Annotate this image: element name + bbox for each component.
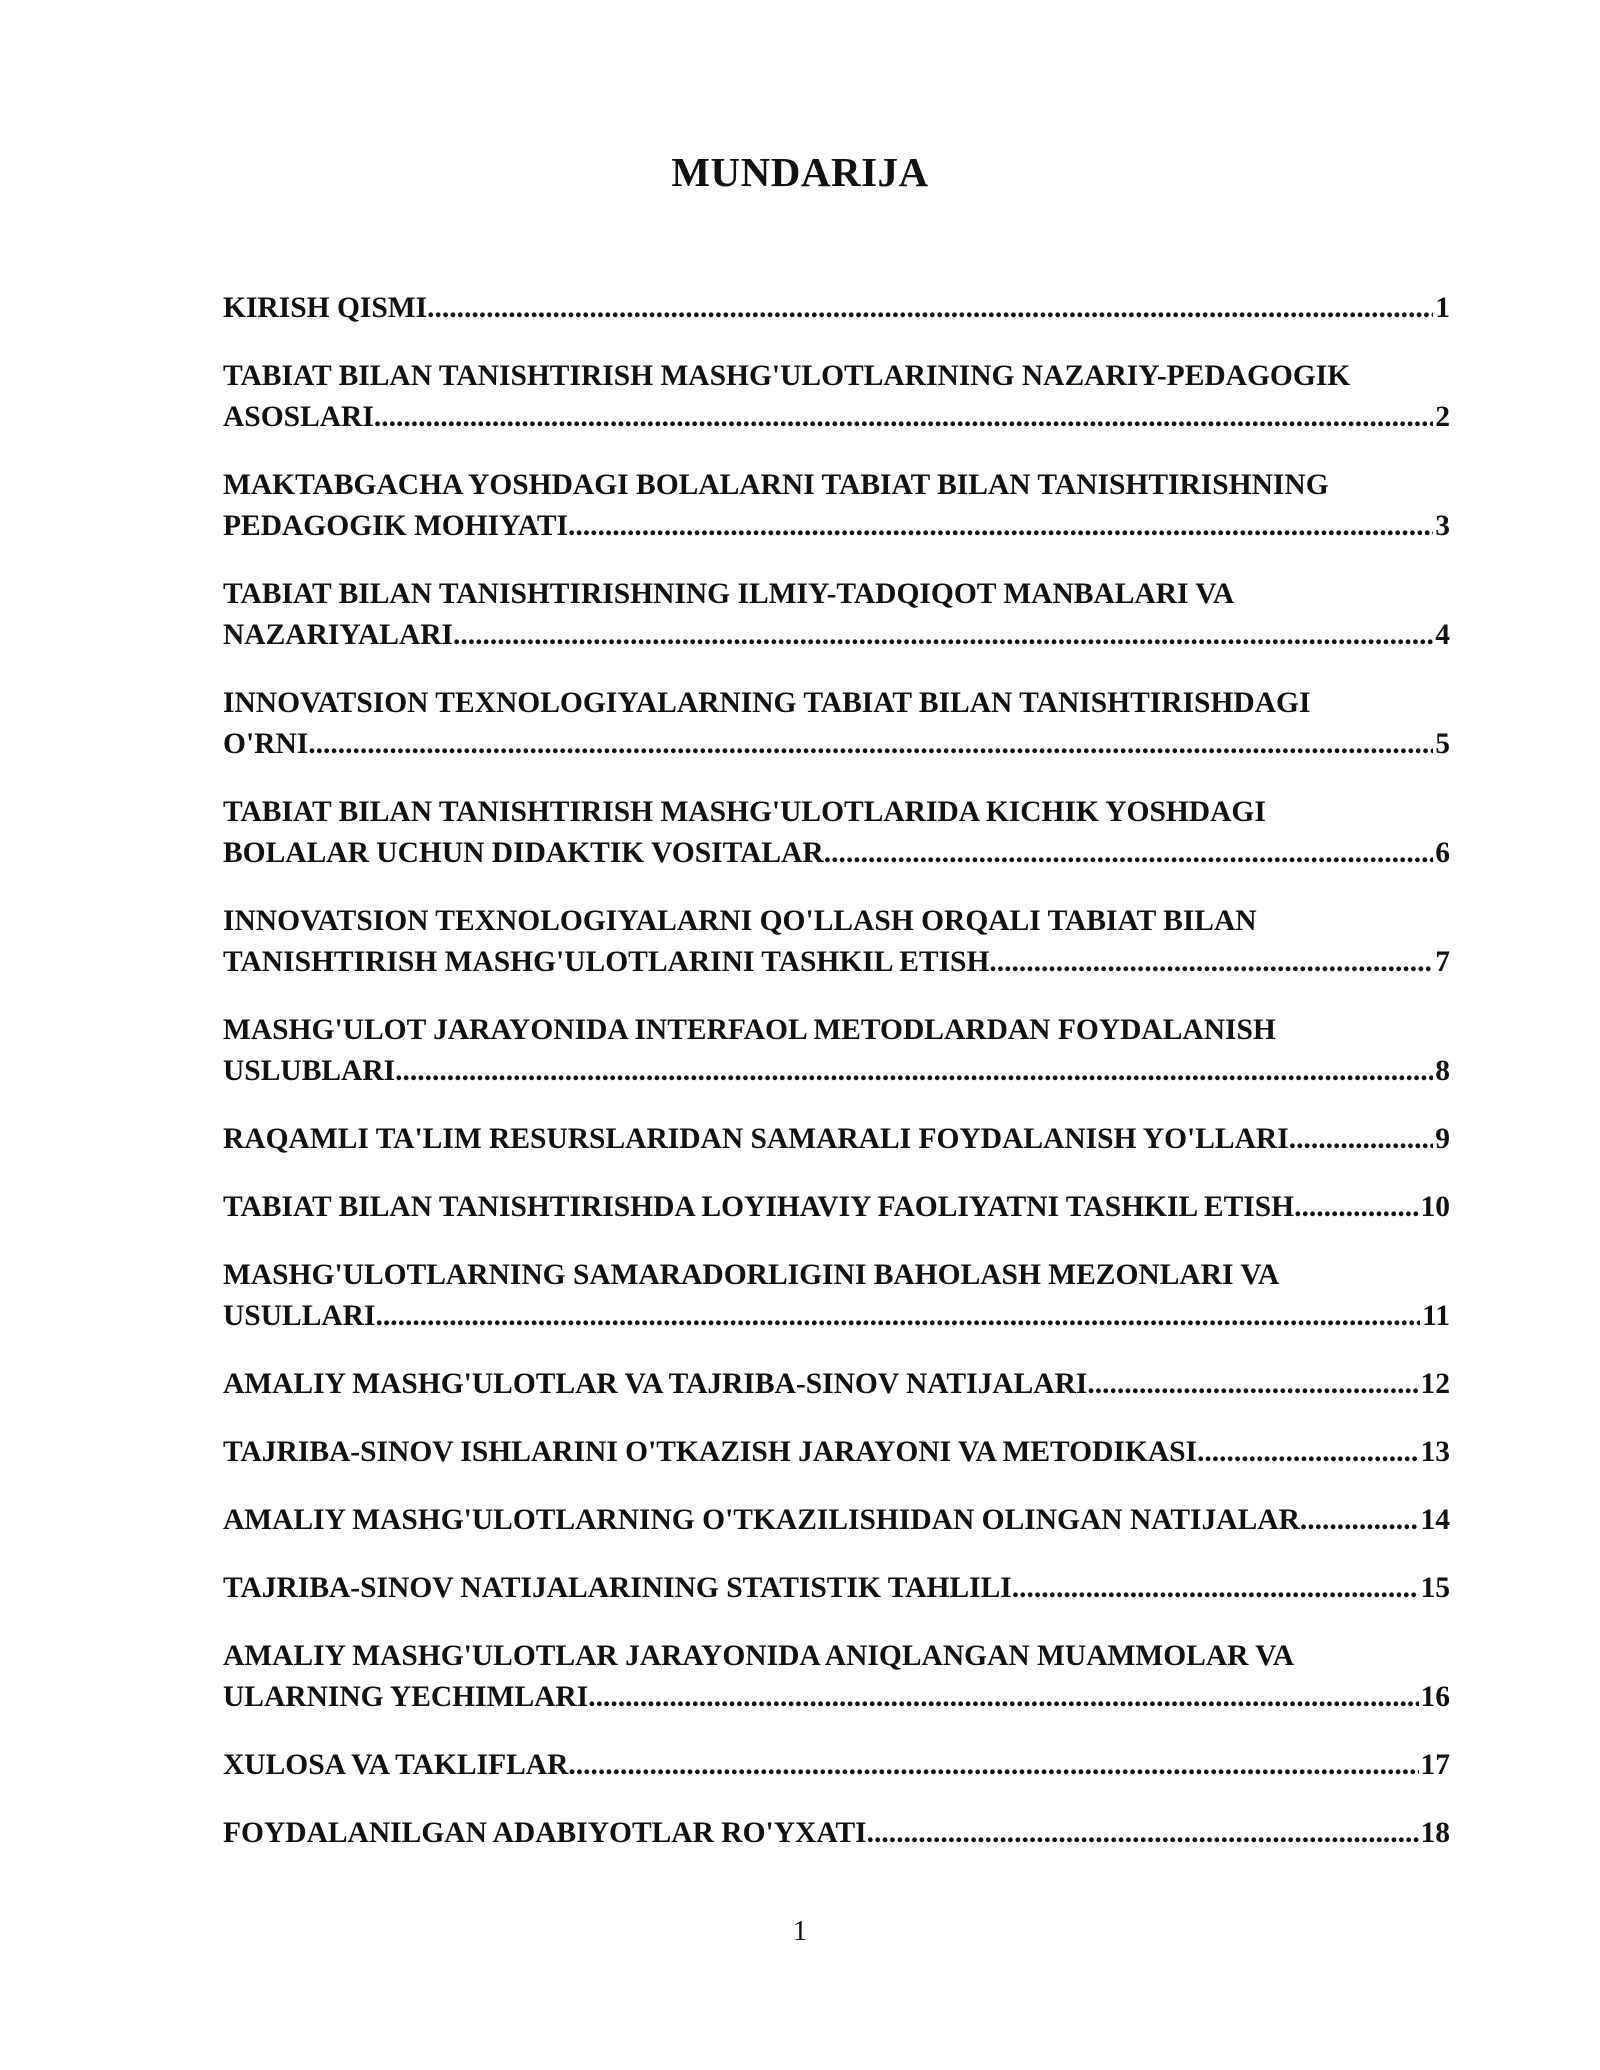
toc-entry[interactable] (223, 683, 1450, 765)
toc-page-number: 17 (1420, 1749, 1450, 1781)
toc-dot-leader (989, 942, 1433, 983)
toc-page-number: 8 (1435, 1055, 1450, 1087)
toc-entry-title: TAJRIBA-SINOV ISHLARINI O'TKAZISH JARAYONI VA METODIKASI (223, 1436, 1198, 1468)
toc-entry-title: USULLARI (223, 1300, 376, 1332)
toc-page-number: 1 (1435, 292, 1450, 324)
toc-entry[interactable] (223, 465, 1450, 547)
toc-entry-title: FOYDALANILGAN ADABIYOTLAR RO'YXATI (223, 1817, 867, 1849)
toc-entry-line (223, 1051, 1450, 1092)
toc-entry-title: BOLALAR UCHUN DIDAKTIK VOSITALAR (223, 837, 824, 869)
toc-entry-line (223, 724, 1450, 765)
toc-entry-line (223, 465, 1450, 506)
toc-entry[interactable] (223, 1568, 1450, 1609)
page-number: 1 (792, 1915, 808, 1947)
toc-page-number: 12 (1420, 1368, 1450, 1400)
toc-entry-line (223, 574, 1450, 615)
toc-dot-leader (588, 1677, 1418, 1718)
toc-entry[interactable] (223, 1813, 1450, 1854)
toc-dot-leader (375, 1296, 1420, 1337)
toc-page-number: 3 (1435, 510, 1450, 542)
toc-entry-title: AMALIY MASHG'ULOTLAR VA TAJRIBA-SINOV NATIJALARI (223, 1368, 1088, 1400)
toc-page-number: 2 (1435, 401, 1450, 433)
toc-entry-line (223, 1813, 1450, 1854)
toc-entry-line (223, 901, 1450, 942)
toc-entry-line (223, 1432, 1450, 1473)
toc-page-number: 16 (1420, 1681, 1450, 1713)
toc-entry-title: TABIAT BILAN TANISHTIRISHDA LOYIHAVIY FAOLIYATNI TASHKIL ETISH (223, 1191, 1295, 1223)
toc-entry-title: AMALIY MASHG'ULOTLAR JARAYONIDA ANIQLANGAN MUAMMOLAR VA (223, 1640, 1295, 1672)
toc-dot-leader (1087, 1364, 1418, 1405)
toc-entry-title: ASOSLARI (223, 401, 374, 433)
toc-entry-title: O'RNI (223, 728, 309, 760)
toc-entry-line (223, 356, 1450, 397)
toc-entry[interactable] (223, 574, 1450, 656)
toc-entry[interactable] (223, 901, 1450, 983)
toc-entry[interactable] (223, 1636, 1450, 1718)
toc-entry[interactable] (223, 1364, 1450, 1405)
toc-dot-leader (824, 833, 1434, 874)
toc-entry-title: PEDAGOGIK MOHIYATI (223, 510, 569, 542)
toc-entry[interactable] (223, 1187, 1450, 1228)
toc-page-number: 9 (1435, 1123, 1450, 1155)
toc-dot-leader (1289, 1119, 1434, 1160)
toc-entry-line (223, 792, 1450, 833)
toc-page-number: 13 (1420, 1436, 1450, 1468)
toc-entry-title: TABIAT BILAN TANISHTIRISH MASHG'ULOTLARINING NAZARIY-PEDAGOGIK (223, 360, 1351, 392)
toc-dot-leader (427, 288, 1433, 329)
toc-entry[interactable] (223, 1255, 1450, 1337)
toc-entry[interactable] (223, 1745, 1450, 1786)
toc-entry[interactable] (223, 288, 1450, 329)
toc-entry-line (223, 1500, 1450, 1541)
toc-entry-line (223, 1745, 1450, 1786)
toc-dot-leader (568, 1745, 1418, 1786)
toc-entry-line (223, 397, 1450, 438)
toc-entry-title: USLUBLARI (223, 1055, 396, 1087)
toc-entry-line (223, 1187, 1450, 1228)
toc-entry-title: TABIAT BILAN TANISHTIRISHNING ILMIY-TADQIQOT MANBALARI VA (223, 578, 1235, 610)
toc-entry[interactable] (223, 1010, 1450, 1092)
toc-entry[interactable] (223, 356, 1450, 438)
toc-page-number: 4 (1435, 619, 1450, 651)
toc-entry-title: TANISHTIRISH MASHG'ULOTLARINI TASHKIL ETISH (223, 946, 990, 978)
toc-dot-leader (395, 1051, 1433, 1092)
toc-dot-leader (1300, 1500, 1419, 1541)
toc-entry-title: MASHG'ULOT JARAYONIDA INTERFAOL METODLARDAN FOYDALANISH (223, 1014, 1276, 1046)
toc-page-number: 10 (1420, 1191, 1450, 1223)
toc-entry-title: TABIAT BILAN TANISHTIRISH MASHG'ULOTLARIDA KICHIK YOSHDAGI (223, 796, 1266, 828)
toc-entry-title: ULARNING YECHIMLARI (223, 1681, 589, 1713)
toc-dot-leader (308, 724, 1433, 765)
toc-entry-line (223, 1255, 1450, 1296)
toc-entry-line (223, 1568, 1450, 1609)
toc-dot-leader (453, 615, 1433, 656)
toc-entry-title: NAZARIYALARI (223, 619, 454, 651)
page-title: MUNDARIJA (671, 149, 929, 195)
toc-entry[interactable] (223, 1500, 1450, 1541)
toc-page-number: 11 (1422, 1300, 1450, 1332)
toc-entry-line (223, 506, 1450, 547)
table-of-contents (223, 288, 1450, 1881)
toc-dot-leader (1197, 1432, 1418, 1473)
toc-entry-title: INNOVATSION TEXNOLOGIYALARNING TABIAT BILAN TANISHTIRISHDAGI (223, 687, 1311, 719)
toc-entry[interactable] (223, 1119, 1450, 1160)
toc-entry-title: XULOSA VA TAKLIFLAR (223, 1749, 569, 1781)
toc-entry-line (223, 683, 1450, 724)
toc-entry-title: MASHG'ULOTLARNING SAMARADORLIGINI BAHOLASH MEZONLARI VA (223, 1259, 1280, 1291)
toc-dot-leader (568, 506, 1433, 547)
toc-page-number: 14 (1420, 1504, 1450, 1536)
toc-page-number: 18 (1420, 1817, 1450, 1849)
toc-entry-line (223, 833, 1450, 874)
toc-entry-title: RAQAMLI TA'LIM RESURSLARIDAN SAMARALI FOYDALANISH YO'LLARI (223, 1123, 1289, 1155)
toc-entry-line (223, 1296, 1450, 1337)
toc-entry-line (223, 288, 1450, 329)
toc-page-number: 7 (1435, 946, 1450, 978)
toc-entry-line (223, 1364, 1450, 1405)
toc-entry-title: MAKTABGACHA YOSHDAGI BOLALARNI TABIAT BILAN TANISHTIRISHNING (223, 469, 1329, 501)
toc-dot-leader (1012, 1568, 1419, 1609)
toc-entry-title: INNOVATSION TEXNOLOGIYALARNI QO'LLASH ORQALI TABIAT BILAN (223, 905, 1257, 937)
toc-page-number: 15 (1420, 1572, 1450, 1604)
toc-entry[interactable] (223, 1432, 1450, 1473)
toc-entry-title: AMALIY MASHG'ULOTLARNING O'TKAZILISHIDAN OLINGAN NATIJALAR (223, 1504, 1300, 1536)
toc-entry-title: TAJRIBA-SINOV NATIJALARINING STATISTIK TAHLILI (223, 1572, 1012, 1604)
toc-entry-line (223, 1677, 1450, 1718)
toc-page-number: 5 (1435, 728, 1450, 760)
toc-entry-line (223, 1636, 1450, 1677)
toc-entry-title: KIRISH QISMI (223, 292, 428, 324)
toc-dot-leader (867, 1813, 1419, 1854)
toc-dot-leader (374, 397, 1433, 438)
toc-entry[interactable] (223, 792, 1450, 874)
toc-entry-line (223, 1010, 1450, 1051)
toc-dot-leader (1294, 1187, 1418, 1228)
toc-entry-line (223, 1119, 1450, 1160)
toc-page-number: 6 (1435, 837, 1450, 869)
toc-entry-line (223, 942, 1450, 983)
toc-entry-line (223, 615, 1450, 656)
